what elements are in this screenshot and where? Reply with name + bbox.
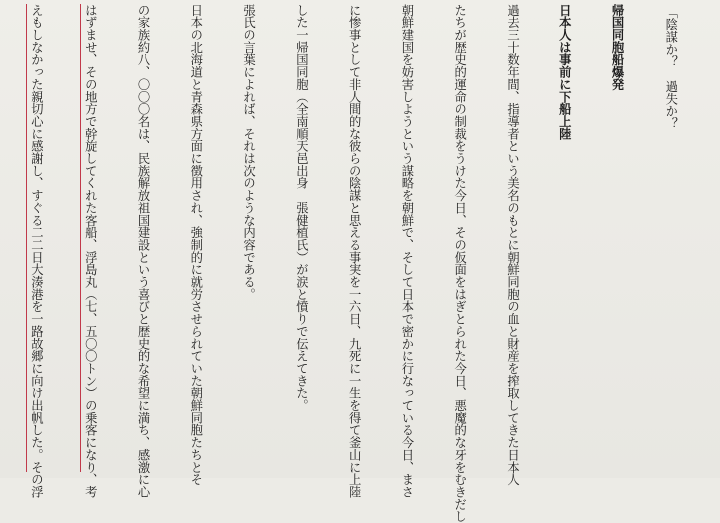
underlined-text-line: はずませ、その地方で幹旋してくれた客船、浮島丸（七、五〇〇トン）の乗客になり、考 [80,4,99,472]
text-line: 朝鮮建国を妨害しようという謀略を朝鮮で、そして日本で密かに行なっている今日、まさ [399,4,414,498]
text-line: に惨事として非人間的な彼らの陰謀と思える事実を一六日、九死に一生を得て釜山に上陸 [347,4,362,498]
text-line: 張氏の言葉によれば、それは次のような内容である。 [241,4,256,301]
text-line: 過去三十数年間、指導者という美名のもとに朝鮮同胞の血と財産を搾取してきた日本人 [505,4,520,486]
headline-main: 帰国同胞船爆発 [610,4,626,91]
headline-sub: 日本人は事前に下船上陸 [557,4,573,140]
headline-question: 「陰謀か？ 過失か？ [663,6,678,130]
text-line: した一帰国同胞（全南順天邑出身 張健植氏）が涙と憤りで伝えてきた。 [294,4,309,412]
text-line: の家族約八、〇〇〇名は、民族解放祖国建設という喜びと歴史的な希望に満ち、感激に心 [136,4,150,498]
text-line: 日本の北海道と青森県方面に徴用され、強制的に就労させられていた朝鮮同胞たちとそ [188,4,203,486]
vertical-text-body [0,4,714,523]
text-line: たちが歴史的運命の制裁をうけた今日、その仮面をはぎとられた今日、悪魔的な牙をむきだし [452,4,467,523]
underlined-text-line: えもしなかった親切心に感謝し、すぐる二二日大湊港を一路故郷に向け出帆した。その浮 [26,4,45,472]
